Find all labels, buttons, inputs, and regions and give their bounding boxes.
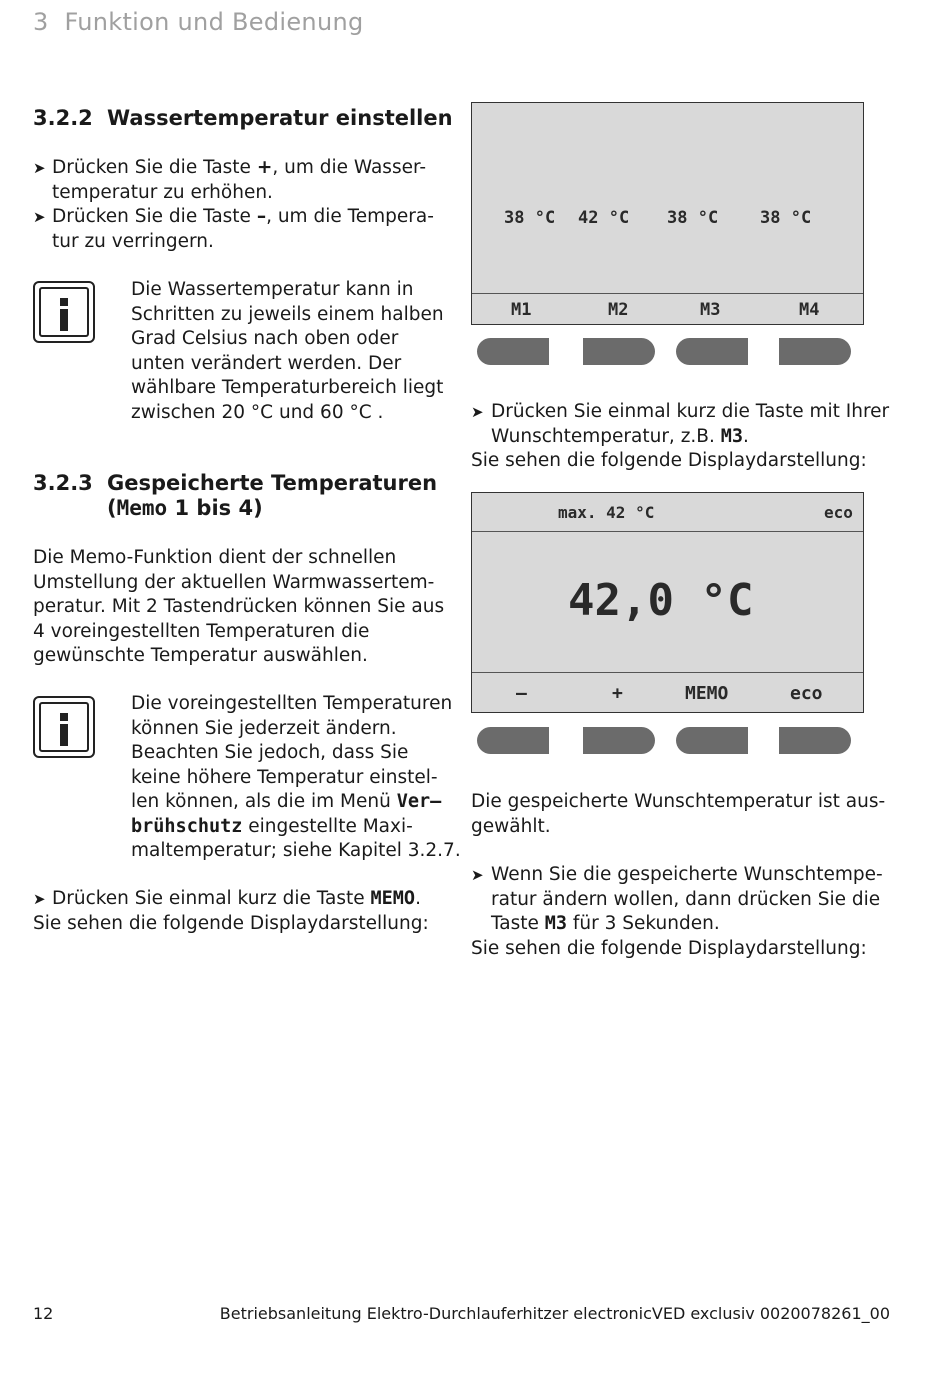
eco-indicator: eco	[824, 503, 853, 522]
memo-temp-m2: 42 °C	[578, 208, 630, 228]
softkey-button-m1[interactable]	[477, 338, 549, 365]
right-instruction-2: ➤ Wenn Sie die gespeicherte Wunschtempe- ratur ändern wollen, dann drücken Sie die Taste M3 für 3 Sekunden. Sie sehen die folgende Displaydarstellung:	[471, 864, 883, 959]
key-minus: –	[256, 206, 267, 227]
section-323-paragraph: Die Memo-Funktion dient der schnellen Umstellung der aktuellen Warmwassertem- peratur. Mit 2 Tastendrücken können Sie aus 4 voreingestellten Temperaturen die gewünschte Temperatur auswählen.	[33, 547, 445, 666]
softkey-label-m1: M1	[511, 300, 532, 320]
section-323-instruction: ➤ Drücken Sie einmal kurz die Taste MEMO. Sie sehen die folgende Displaydarstellung:	[33, 888, 429, 934]
max-temperature-readout: max. 42 °C	[558, 503, 655, 522]
info-icon	[33, 281, 95, 343]
section-322-bullets	[33, 156, 453, 254]
memo-temp-m1: 38 °C	[504, 208, 556, 228]
info-note-memo: Die voreingestellten Temperaturen können Sie jederzeit ändern. Beachten Sie jedoch, dass Sie keine höhere Temperatur einstel- len können, als die im Menü Ver– brühschutz eingestellte Maxi- maltemperatur; siehe Kapitel 3.2.7.	[131, 693, 461, 861]
memo-temp-m4: 38 °C	[760, 208, 812, 228]
arrowhead-right-icon: ➤	[33, 890, 46, 908]
arrowhead-right-icon: ➤	[471, 866, 484, 884]
memo-temp-m3: 38 °C	[667, 208, 719, 228]
display-current-temperature	[471, 492, 864, 713]
softkey-label-memo: MEMO	[685, 683, 729, 704]
document-title-footer: Betriebsanleitung Elektro-Durchlauferhitzer electronicVED exclusiv 0020078261_00	[219, 1304, 890, 1323]
softkey-button-m3[interactable]	[676, 338, 748, 365]
softkey-label-eco: eco	[790, 683, 823, 704]
menu-name: brühschutz	[131, 815, 243, 837]
info-note-temperature-range: Die Wassertemperatur kann in Schritten zu jeweils einem halben Grad Celsius nach oben oder unten verändert werden. Der wählbare Temperaturbereich liegt zwischen 20 °C und 60 °C .	[131, 279, 444, 423]
section-number: 3.2.3	[33, 471, 93, 495]
section-323-heading: 3.2.3 Gespeicherte Temperaturen (Memo 1 bis 4)	[33, 471, 438, 520]
softkey-button-eco[interactable]	[779, 727, 851, 754]
softkey-button-minus[interactable]	[477, 727, 549, 754]
softkey-button-m4[interactable]	[779, 338, 851, 365]
chapter-number: 3	[33, 8, 49, 36]
arrowhead-right-icon: ➤	[471, 403, 484, 421]
menu-name: Ver–	[396, 791, 442, 812]
key-m3: M3	[544, 913, 568, 934]
display-memo-overview	[471, 102, 864, 325]
softkey-label-m2: M2	[608, 300, 629, 320]
current-temperature: 42,0 °C	[568, 575, 754, 626]
key-memo: MEMO	[370, 888, 416, 909]
softkey-label-m3: M3	[700, 300, 721, 320]
right-paragraph-2: Die gespeicherte Wunschtemperatur ist aus- gewählt.	[471, 791, 886, 837]
arrowhead-right-icon: ➤	[33, 159, 46, 177]
softkey-button-plus[interactable]	[583, 727, 655, 754]
softkey-label-minus: –	[516, 683, 527, 704]
key-plus: +	[256, 157, 273, 178]
section-322-heading	[33, 106, 453, 130]
softkey-button-memo[interactable]	[676, 727, 748, 754]
key-m3: M3	[720, 425, 744, 447]
bullet-plus: ➤ Drücken Sie die Taste +, um die Wasser- temperatur zu erhöhen.	[33, 157, 427, 203]
arrowhead-right-icon: ➤	[33, 208, 46, 226]
chapter-title: Funktion und Bedienung	[64, 8, 364, 36]
softkey-button-m2[interactable]	[583, 338, 655, 365]
section-title: Wassertemperatur einstellen	[107, 106, 453, 130]
softkey-label-plus: +	[612, 683, 623, 704]
page-number: 12	[33, 1304, 54, 1323]
softkey-label-m4: M4	[799, 300, 820, 320]
running-header	[33, 8, 364, 36]
section-title: Gespeicherte Temperaturen	[107, 471, 438, 495]
bullet-minus: ➤ Drücken Sie die Taste –, um die Tempera- tur zu verringern.	[33, 206, 434, 252]
right-instruction-1: ➤ Drücken Sie einmal kurz die Taste mit Ihrer Wunschtemperatur, z.B. M3. Sie sehen die folgende Displaydarstellung:	[471, 401, 890, 471]
memo-keyword: Memo	[116, 496, 168, 520]
info-icon	[33, 696, 95, 758]
section-number: 3.2.2	[33, 106, 93, 130]
